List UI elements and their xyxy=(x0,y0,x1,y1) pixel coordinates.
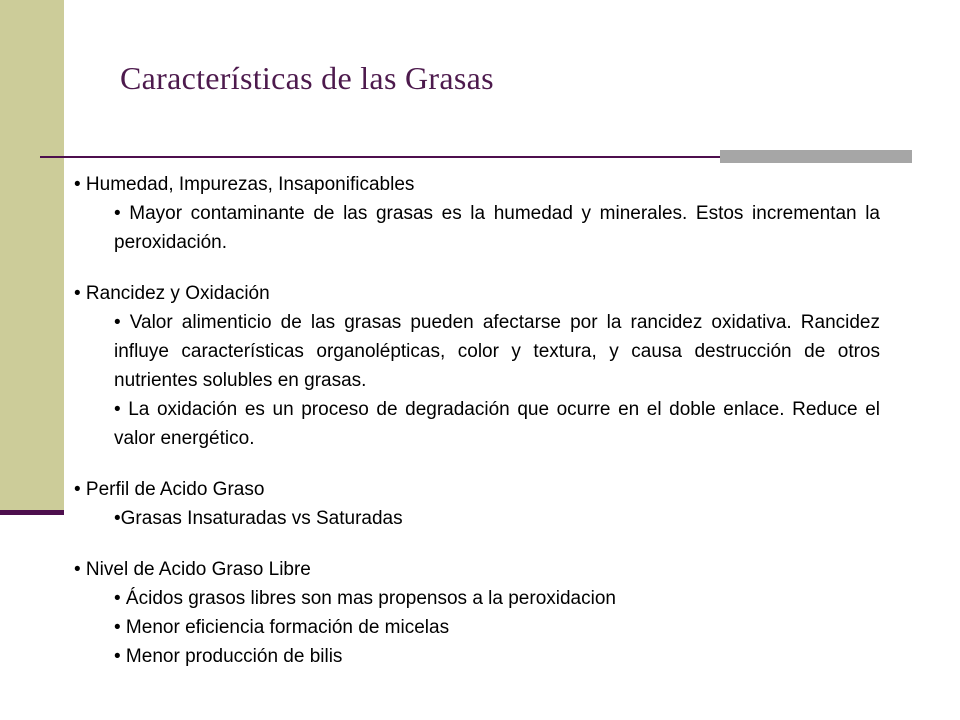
bullet-item: • Mayor contaminante de las grasas es la humedad y minerales. Estos incrementan la peroxidación. xyxy=(114,203,880,253)
section-heading: • Rancidez y Oxidación xyxy=(74,283,270,304)
slide-title: Características de las Grasas xyxy=(120,60,494,96)
left-decorative-bar xyxy=(0,0,64,512)
left-bar-underline xyxy=(0,510,64,515)
section-nivel xyxy=(74,555,880,671)
bullet-item: • Menor eficiencia formación de micelas xyxy=(114,617,450,638)
bullet-item: •Grasas Insaturadas vs Saturadas xyxy=(114,508,403,529)
section-rancidez xyxy=(74,279,880,453)
section-perfil xyxy=(74,475,880,533)
bullet-item: • La oxidación es un proceso de degradación que ocurre en el doble enlace. Reduce el valor energético. xyxy=(114,399,880,449)
bullet-item: • Menor producción de bilis xyxy=(114,646,343,667)
section-heading: • Humedad, Impurezas, Insaponificables xyxy=(74,174,415,195)
section-heading: • Perfil de Acido Graso xyxy=(74,479,265,500)
section-humedad xyxy=(74,170,880,257)
bullet-item: • Ácidos grasos libres son mas propensos a la peroxidacion xyxy=(114,588,616,609)
section-heading: • Nivel de Acido Graso Libre xyxy=(74,559,311,580)
title-divider-accent xyxy=(720,150,912,163)
slide-body xyxy=(74,170,880,693)
bullet-item: • Valor alimenticio de las grasas pueden afectarse por la rancidez oxidativa. Rancidez influye características organolépticas, color y textura, y causa destrucción de otros nutrientes solubles en grasas. xyxy=(114,312,880,391)
